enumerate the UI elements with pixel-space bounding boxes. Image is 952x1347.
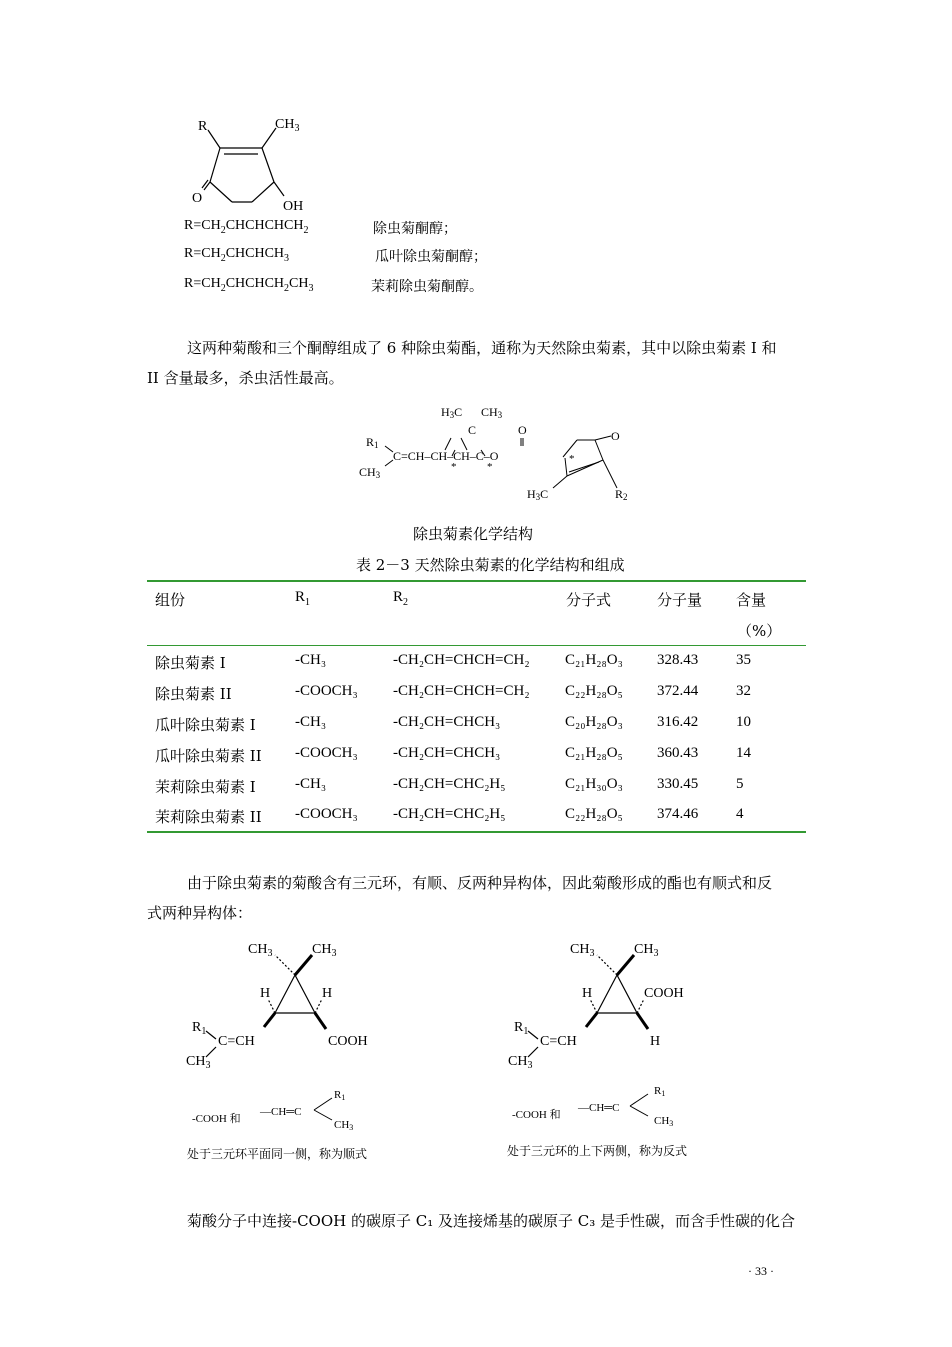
cis-h-right: H: [322, 986, 333, 1001]
row-6-r1: -COOCH₃: [295, 806, 358, 822]
main-chain-label: C=CH–CH–CH–C–O: [393, 449, 499, 463]
structure-caption: 除虫菊素化学结构: [413, 525, 534, 543]
row-5-name: 茉莉除虫菊素 I: [155, 778, 256, 796]
ketol-row-3: $R=CH_2CHCHCH_2CH_3$: [184, 276, 314, 294]
ketol-name-1: 除虫菊酮醇；: [373, 221, 457, 237]
row-3-name: 瓜叶除虫菊素 I: [155, 716, 256, 734]
row-4-formula: C₂₁H₂₈O₅: [565, 745, 623, 761]
ketol-row-1: $R=CH_2CHCHCHCH_2$: [184, 218, 309, 236]
row-2-r2: -CH₂CH=CHCH=CH₂: [393, 683, 530, 699]
r2-label: R2: [615, 487, 628, 502]
paragraph-1-line-1: 这两种菊酸和三个酮醇组成了 6 种除虫菊酯，通称为天然除虫菊素，其中以除虫菊素 I 和: [187, 339, 777, 357]
row-1-r1: -CH₃: [295, 652, 327, 668]
row-3-content: 10: [736, 714, 751, 730]
row-3-r2: -CH₂CH=CHCH₃: [393, 714, 501, 730]
paragraph-1-line-2: II 含量最多，杀虫活性最高。: [147, 369, 344, 387]
paragraph-3-line-1: 菊酸分子中连接-COOH 的碳原子 C₁ 及连接烯基的碳原子 C₃ 是手性碳，而含手性碳的化合: [187, 1212, 796, 1230]
row-1-content: 35: [736, 652, 751, 668]
ring-o-label: O: [611, 429, 620, 443]
chiral-star-1: *: [451, 461, 457, 473]
row-4-content: 14: [736, 745, 751, 761]
trans-ch3-bottom: $CH_3$: [508, 1054, 533, 1070]
cis-legend-r1: R1: [334, 1089, 346, 1102]
trans-isomer-diagram: [502, 935, 722, 1070]
cis-h-left: H: [260, 986, 271, 1001]
cis-legend-cooh: -COOH 和: [192, 1113, 241, 1125]
header-mw: 分子量: [657, 591, 703, 609]
trans-c-eq-ch: C=CH: [540, 1034, 577, 1049]
cis-ch3-left: $CH_3$: [248, 942, 273, 959]
ketol-structure-diagram: [180, 110, 330, 215]
row-4-r2: -CH₂CH=CHCH₃: [393, 745, 501, 761]
table-header-rule: [147, 645, 806, 646]
chiral-star-3: *: [569, 453, 575, 465]
trans-legend-r1: R1: [654, 1085, 666, 1098]
cis-legend-chain: —CH═C: [260, 1106, 302, 1118]
chiral-star-2: *: [487, 461, 493, 473]
trans-ch3-right: $CH_3$: [634, 942, 659, 959]
pyrethrin-structure-diagram: [355, 400, 655, 510]
o-label: O: [192, 191, 203, 206]
carbonyl-o-label: O: [518, 423, 527, 437]
cis-ch3-bottom: $CH_3$: [186, 1054, 211, 1070]
c-center-label: C: [468, 423, 477, 437]
trans-cooh: COOH: [644, 986, 684, 1001]
r1-label: R1: [366, 435, 379, 450]
row-4-r1: -COOCH₃: [295, 745, 358, 761]
row-3-mw: 316.42: [657, 714, 699, 730]
cis-ch3-right: $CH_3$: [312, 942, 337, 959]
trans-h-right: H: [650, 1034, 661, 1049]
row-2-formula: C₂₂H₂₈O₅: [565, 683, 623, 699]
row-3-formula: C₂₀H₂₈O₃: [565, 714, 623, 730]
ketol-row-2: $R=CH_2CHCHCH_3$: [184, 246, 290, 264]
row-3-r1: -CH₃: [295, 714, 327, 730]
table-top-rule: [147, 580, 806, 582]
row-6-r2: -CH₂CH=CHC₂H₅: [393, 806, 506, 822]
row-2-content: 32: [736, 683, 751, 699]
row-4-mw: 360.43: [657, 745, 699, 761]
header-component: 组份: [155, 591, 186, 609]
trans-legend-cooh: -COOH 和: [512, 1109, 561, 1121]
cis-cooh: COOH: [328, 1034, 368, 1049]
row-2-name: 除虫菊素 II: [155, 685, 232, 703]
row-1-mw: 328.43: [657, 652, 699, 668]
r-label: R: [198, 119, 208, 134]
cis-caption: 处于三元环平面同一侧，称为顺式: [187, 1147, 368, 1161]
row-1-name: 除虫菊素 I: [155, 654, 226, 672]
trans-legend-ch3: CH3: [654, 1115, 674, 1128]
header-content: 含量: [736, 591, 767, 609]
row-5-mw: 330.45: [657, 776, 699, 792]
trans-h-left: H: [582, 986, 593, 1001]
header-formula: 分子式: [566, 591, 612, 609]
row-6-formula: C₂₂H₂₈O₅: [565, 806, 623, 822]
cis-isomer-diagram: [180, 935, 400, 1070]
trans-r1: $R_1$: [514, 1020, 529, 1037]
trans-caption: 处于三元环的上下两侧，称为反式: [507, 1144, 688, 1158]
ch3-left-label: CH3: [359, 465, 381, 480]
h3c-top-label: H3C: [441, 405, 463, 420]
table-bottom-rule: [147, 831, 806, 833]
h3c-ring-label: H3C: [527, 487, 549, 502]
cis-c-eq-ch: C=CH: [218, 1034, 255, 1049]
row-6-content: 4: [736, 806, 744, 822]
row-2-r1: -COOCH₃: [295, 683, 358, 699]
ketol-name-3: 茉莉除虫菊酮醇。: [371, 279, 483, 295]
header-r2: $R_2$: [393, 589, 409, 608]
paragraph-2-line-2: 式两种异构体：: [147, 904, 253, 922]
row-5-formula: C₂₁H₃₀O₃: [565, 776, 623, 792]
ch3-label: $CH_3$: [275, 117, 300, 134]
row-1-r2: -CH₂CH=CHCH=CH₂: [393, 652, 530, 668]
table-title: 表 2－3 天然除虫菊素的化学结构和组成: [356, 556, 625, 574]
oh-label: OH: [283, 199, 304, 214]
row-4-name: 瓜叶除虫菊素 II: [155, 747, 262, 765]
header-r1: $R_1$: [295, 589, 311, 608]
row-5-r2: -CH₂CH=CHC₂H₅: [393, 776, 506, 792]
row-6-mw: 374.46: [657, 806, 699, 822]
ch3-top-label: CH3: [481, 405, 503, 420]
row-5-content: 5: [736, 776, 744, 792]
trans-legend-branch: [626, 1078, 676, 1128]
paragraph-2-line-1: 由于除虫菊素的菊酸含有三元环，有顺、反两种异构体，因此菊酸形成的酯也有顺式和反: [187, 874, 773, 892]
page-number: · 33 ·: [748, 1264, 774, 1278]
cis-legend-ch3: CH3: [334, 1119, 354, 1132]
cis-r1: $R_1$: [192, 1020, 207, 1037]
row-5-r1: -CH₃: [295, 776, 327, 792]
row-2-mw: 372.44: [657, 683, 699, 699]
cis-legend-branch: [310, 1082, 360, 1132]
row-1-formula: C₂₁H₂₈O₃: [565, 652, 623, 668]
trans-legend-chain: —CH═C: [578, 1102, 620, 1114]
header-content-unit: （%）: [737, 622, 782, 640]
trans-ch3-left: $CH_3$: [570, 942, 595, 959]
ketol-name-2: 瓜叶除虫菊酮醇；: [375, 249, 487, 265]
row-6-name: 茉莉除虫菊素 II: [155, 808, 262, 826]
